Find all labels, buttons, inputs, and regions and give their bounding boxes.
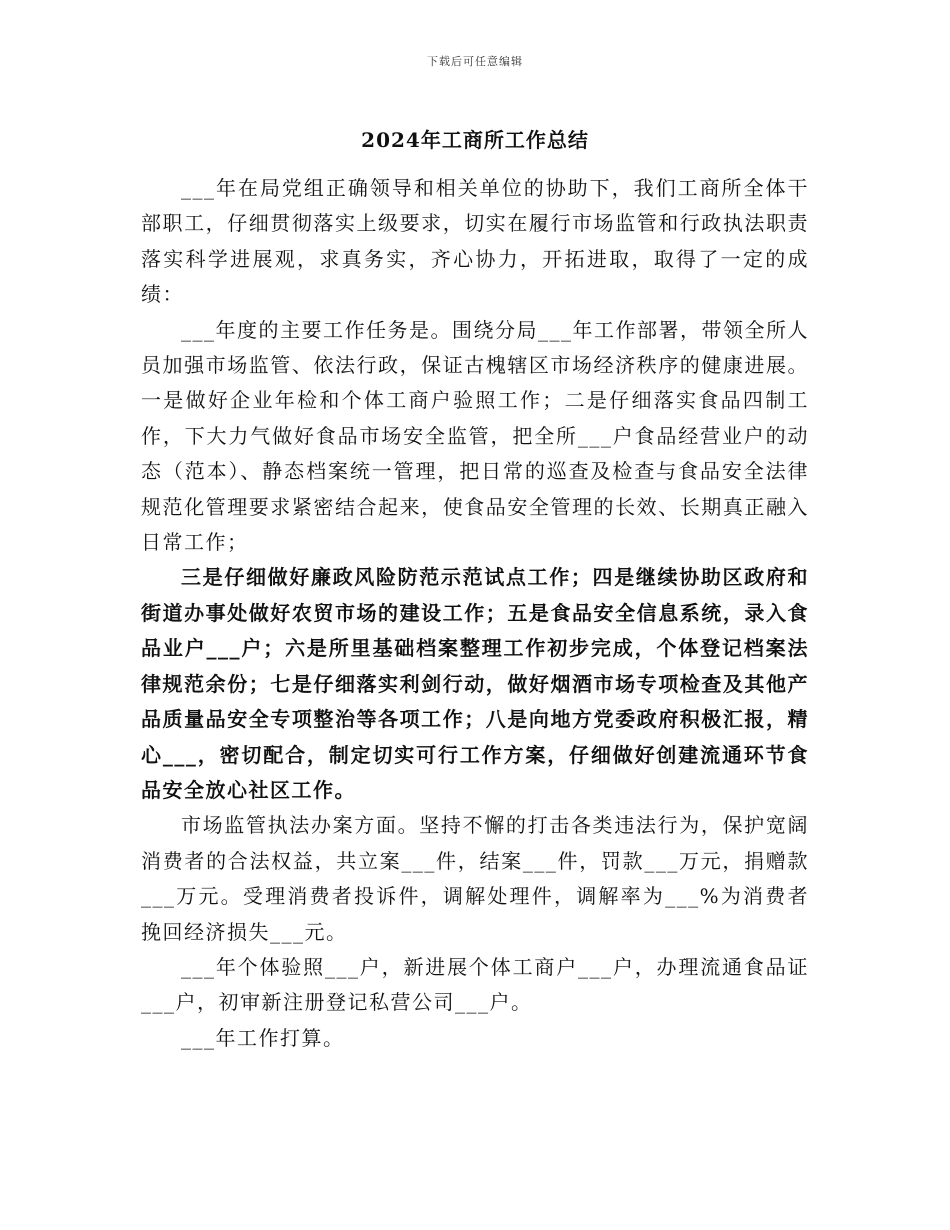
paragraph-intro: ___年在局党组正确领导和相关单位的协助下，我们工商所全体干部职工，仔细贯彻落实上级要求，切实在履行市场监管和行政执法职责落实科学进展观，求真务实，齐心协力，开拓进取，取得了一定的成绩： — [141, 176, 809, 307]
header-note: 下载后可任意编辑 — [427, 55, 523, 68]
paragraph-registration: ___年个体验照___户，新进展个体工商户___户，办理流通食品证___户，初审新注册登记私营公司___户。 — [141, 954, 809, 1015]
document-title: 2024年工商所工作总结 — [361, 128, 589, 152]
paragraph-enforcement: 市场监管执法办案方面。坚持不懈的打击各类违法行为，保护宽阔消费者的合法权益，共立案___件，结案___件，罚款___万元，捐赠款___万元。受理消费者投诉件，调解处理件，调解率为___%为消费者挽回经济损失___元。 — [141, 813, 809, 944]
paragraph-next-year-plan: ___年工作打算。 — [181, 1025, 345, 1050]
document-body — [141, 171, 809, 1056]
paragraph-main-tasks: ___年度的主要工作任务是。围绕分局___年工作部署，带领全所人员加强市场监管、依法行政，保证古槐辖区市场经济秩序的健康进展。一是做好企业年检和个体工商户验照工作；二是仔细落实食品四制工作，下大力气做好食品市场安全监管，把全所___户食品经营业户的动态（范本）、静态档案统一管理，把日常的巡查及检查与食品安全法律规范化管理要求紧密结合起来，使食品安全管理的长效、长期真正融入日常工作； — [141, 317, 809, 555]
paragraph-tasks-continued: 三是仔细做好廉政风险防范示范试点工作；四是继续协助区政府和街道办事处做好农贸市场的建设工作；五是食品安全信息系统，录入食品业户___户；六是所里基础档案整理工作初步完成，个体登记档案法律规范余份；七是仔细落实利剑行动，做好烟酒市场专项检查及其他产品质量品安全专项整治等各项工作；八是向地方党委政府积极汇报，精心___，密切配合，制定切实可行工作方案，仔细做好创建流通环节食品安全放心社区工作。 — [141, 565, 809, 802]
